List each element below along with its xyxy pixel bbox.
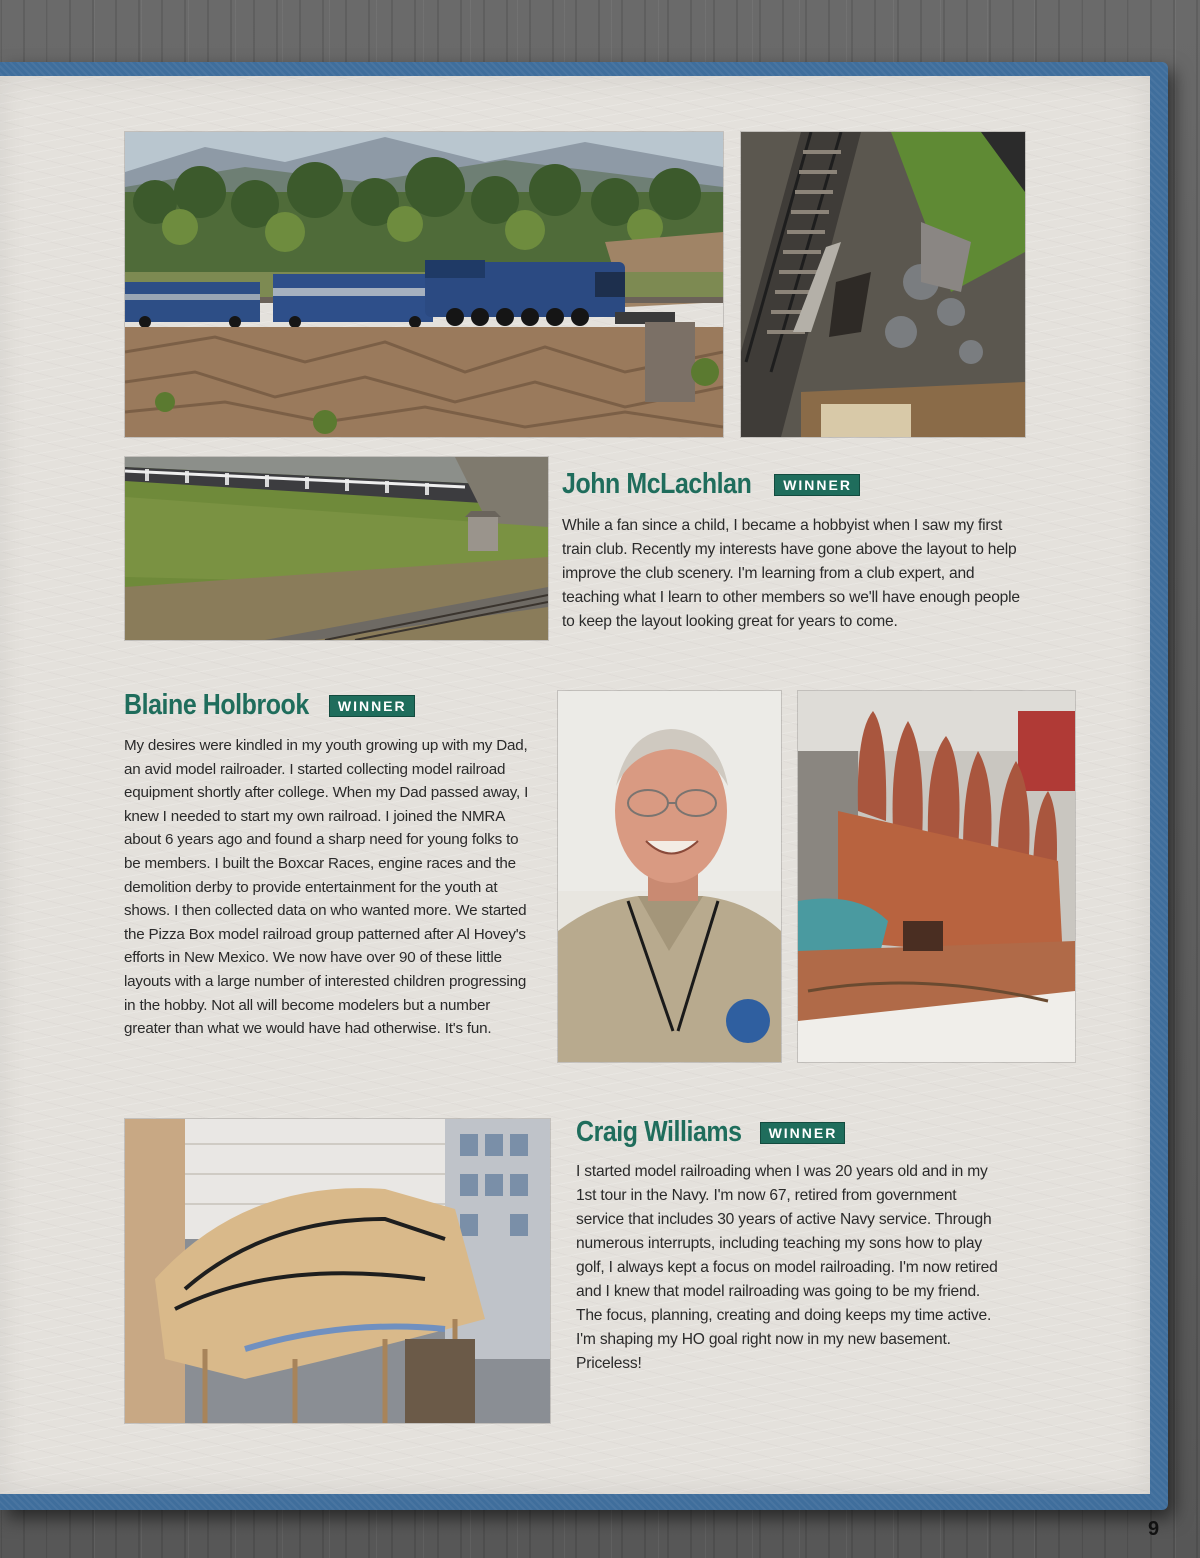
winner-badge: WINNER <box>774 474 860 496</box>
profile-bio-blaine: My desires were kindled in my youth growing up with my Dad, an avid model railroader. I started collecting model railroad equipment shortly after college. When my Dad passed away, I knew I needed to start my own railroad. I joined the NMRA about 6 years ago and found a sharp need for young folks to be members. I built the Boxcar Races, engine races and the demolition derby to provide entertainment for the youth at shows. I then collected data on who wanted more. We started the Pizza Box model railroad group patterned after Al Hovey's efforts in New Mexico. We now have over 90 of these little layouts with a large number of interested children progressing in the hobby. Not all will become modelers but a number greater than what we would have had otherwise. It's fun. <box>124 737 529 1038</box>
photo-red-rock-scenery <box>797 690 1076 1063</box>
profile-name: Blaine Holbrook <box>124 689 309 721</box>
photo-locomotive-mountain-scene <box>124 131 724 438</box>
profile-heading-blaine <box>124 689 415 722</box>
winner-badge: WINNER <box>329 695 415 717</box>
profile-bio-craig: I started model railroading when I was 20 years old and in my 1st tour in the Navy. I'm now 67, retired from government service that includes 30 years of active Navy service. Through numerous interrupts, including teaching my sons how to play golf, I always kept a focus on model railroading. I'm now retired and I knew that model railroading was going to be my friend. The focus, planning, creating and doing keeps my time active. I'm shaping my HO goal right now in my new basement. Priceless! <box>576 1163 998 1372</box>
page-number: 9 <box>1148 1518 1160 1540</box>
winner-badge: WINNER <box>760 1122 846 1144</box>
photo-portrait-blaine <box>557 690 782 1063</box>
profile-heading-craig <box>576 1116 845 1149</box>
profile-heading-john <box>562 468 860 501</box>
photo-track-culvert-closeup <box>740 131 1026 438</box>
photo-road-guardrail-shed <box>124 456 549 641</box>
photo-benchwork-construction <box>124 1118 551 1424</box>
profile-name: Craig Williams <box>576 1116 742 1148</box>
profile-name: John McLachlan <box>562 468 752 500</box>
profile-bio-john: While a fan since a child, I became a hobbyist when I saw my first train club. Recently my interests have gone above the layout to help improve the club scenery. I'm learning from a club expert, and teaching what I learn to other members so we'll have enough people to keep the layout looking great for years to come. <box>562 517 1020 630</box>
